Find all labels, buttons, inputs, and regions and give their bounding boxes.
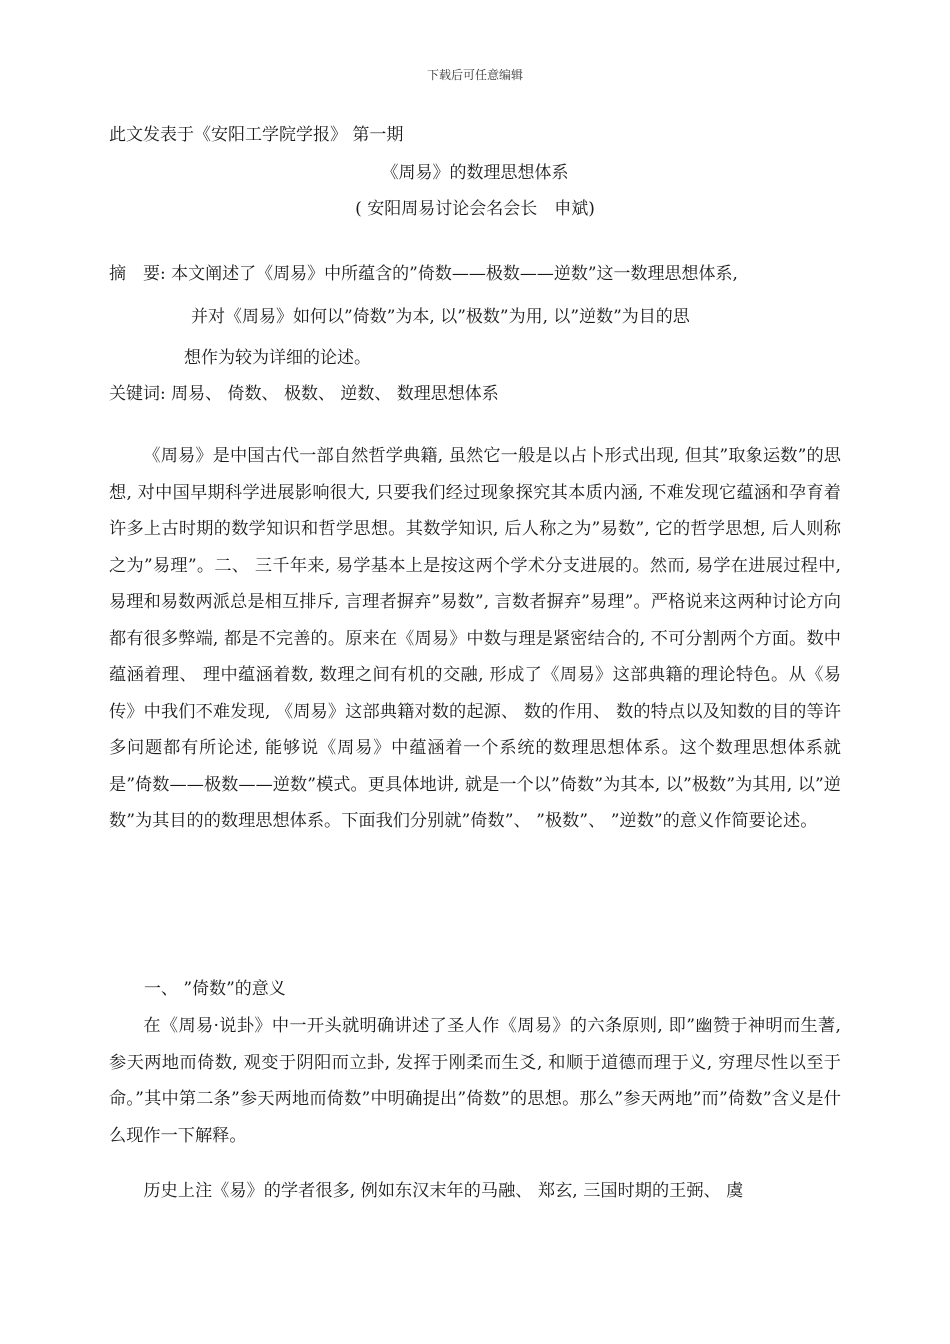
page-title: 《周易》的数理思想体系: [381, 163, 569, 183]
abstract-line-2: 并对《周易》如何以”倚数”为本, 以”极数”为用, 以”逆数”为目的思: [191, 307, 690, 327]
author-line: ( 安阳周易讨论会名会长 申斌): [355, 199, 595, 219]
body-paragraph-2: 在《周易·说卦》中一开头就明确讲述了圣人作《周易》的六条原则, 即”幽赞于神明而生蓍, 参天两地而倚数, 观变于阴阳而立卦, 发挥于刚柔而生爻, 和顺于道德而理于义, 穷理尽性以至于命。”其中第二条”参天两地而倚数”中明确提出”倚数”的思想。那么”参天两地”而”倚数”含义是什么现作一下解释。: [109, 1016, 841, 1146]
section-heading-1: 一、 ”倚数”的意义: [144, 979, 286, 999]
publication-note: 此文发表于《安阳工学院学报》 第一期: [109, 125, 404, 145]
body-paragraph-1: 《周易》是中国古代一部自然哲学典籍, 虽然它一般是以占卜形式出现, 但其”取象运数”的思想, 对中国早期科学进展影响很大, 只要我们经过现象探究其本质内涵, 不难发现它蕴涵和孕育着许多上古时期的数学知识和哲学思想。其数学知识, 后人称之为”易数”, 它的哲学思想, 后人则称之为”易理”。二、 三千年来, 易学基本上是按这两个学术分支进展的。然而, 易学在进展过程中, 易理和易数两派总是相互排斥, 言理者摒弃”易数”, 言数者摒弃”易理”。严格说来这两种讨论方向都有很多弊端, 都是不完善的。原来在《周易》中数与理是紧密结合的, 不可分割两个方面。数中蕴涵着理、 理中蕴涵着数, 数理之间有机的交融, 形成了《周易》这部典籍的理论特色。从《易传》中我们不难发现, 《周易》这部典籍对数的起源、 数的作用、 数的特点以及知数的目的等许多问题都有所论述, 能够说《周易》中蕴涵着一个系统的数理思想体系。这个数理思想体系就是”倚数——极数——逆数”模式。更具体地讲, 就是一个以”倚数”为其本, 以”极数”为其用, 以”逆数”为其目的的数理思想体系。下面我们分别就”倚数”、 ”极数”、 ”逆数”的意义作简要论述。: [109, 446, 841, 831]
abstract-line-1: 摘 要: 本文阐述了《周易》中所蕴含的”倚数——极数——逆数”这一数理思想体系,: [109, 264, 738, 284]
download-note: 下载后可任意编辑: [426, 68, 523, 82]
keywords-line: 关键词: 周易、 倚数、 极数、 逆数、 数理思想体系: [109, 384, 499, 404]
body-paragraph-3: 历史上注《易》的学者很多, 例如东汉末年的马融、 郑玄, 三国时期的王弼、 虞: [143, 1181, 744, 1201]
abstract-line-3: 想作为较为详细的论述。: [184, 348, 371, 368]
